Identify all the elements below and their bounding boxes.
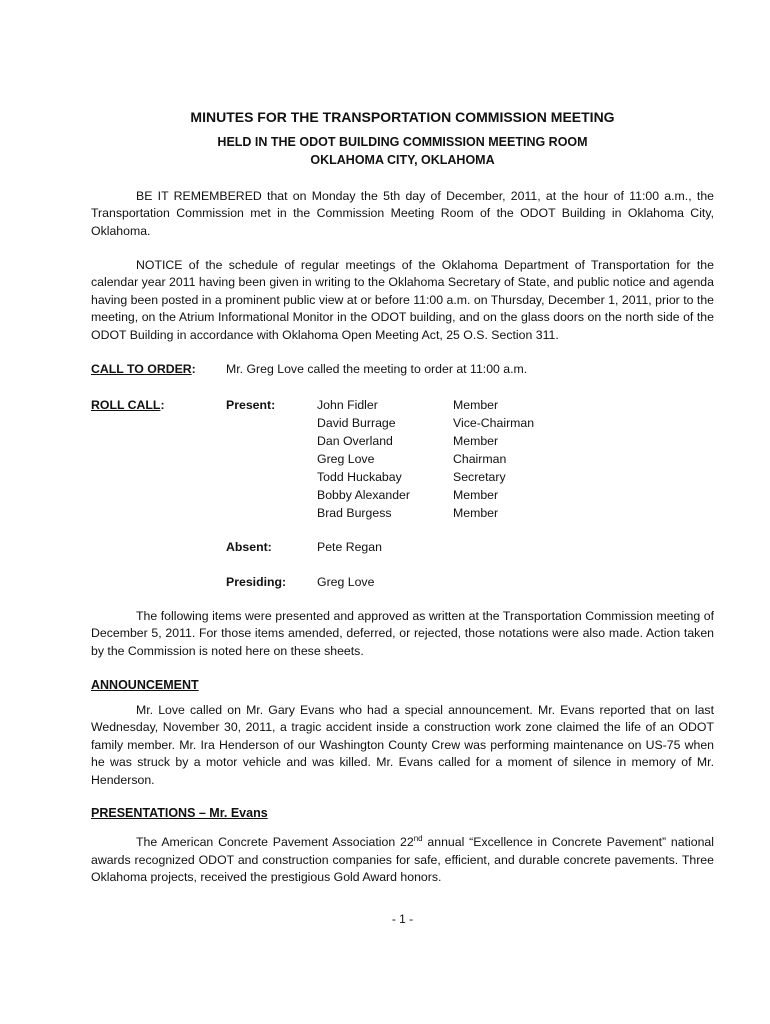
presiding-label: Presiding:	[226, 575, 287, 589]
presentations-heading: PRESENTATIONS – Mr. Evans	[91, 806, 268, 820]
member-role: Member	[453, 506, 499, 520]
absent-name: Pete Regan	[317, 540, 382, 554]
member-name: Dan Overland	[317, 434, 393, 448]
call-to-order-label: CALL TO ORDER	[91, 362, 192, 376]
document-subtitle-city: OKLAHOMA CITY, OKLAHOMA	[310, 153, 495, 167]
member-role: Member	[453, 434, 499, 448]
announcement-paragraph	[91, 702, 714, 789]
paragraph-notice-text: NOTICE of the schedule of regular meetings of the Oklahoma Department of Transportation for the calendar year 2011 having been given in writing to the Oklahoma Secretary of State, and public notice and agenda having been posted in a prominent public view at or before 11:00 a.m. on Thursday, December 1, 2011, prior to the meeting, on the Atrium Informational Monitor in the ODOT building, and on the glass doors on the north side of the ODOT Building in accordance with Oklahoma Open Meeting Act, 25 O.S. Section 311.	[91, 258, 714, 342]
member-name: David Burrage	[317, 416, 396, 430]
announcement-heading: ANNOUNCEMENT	[91, 678, 199, 692]
presiding-name: Greg Love	[317, 575, 375, 589]
presentations-text-after: annual “Excellence in Concrete Pavement” national awards recognized ODOT and construction companies for safe, efficient, and durable concrete pavements. Three Oklahoma projects, received the prestigious Gold Award honors.	[91, 835, 714, 884]
call-to-order-heading	[91, 362, 196, 376]
announcement-text: Mr. Love called on Mr. Gary Evans who had a special announcement. Mr. Evans reported that on last Wednesday, November 30, 2011, a tragic accident inside a construction work zone claimed the life of an ODOT family member. Mr. Ira Henderson of our Washington County Crew was performing maintenance on US-75 when he was struck by a motor vehicle and was killed. Mr. Evans called for a moment of silence in memory of Mr. Henderson.	[91, 703, 714, 787]
member-name: Todd Huckabay	[317, 470, 402, 484]
roll-call-colon: :	[160, 398, 165, 412]
roll-call-label: ROLL CALL	[91, 398, 161, 412]
presentations-text-before: The American Concrete Pavement Association 22	[136, 835, 414, 850]
document-page	[91, 0, 714, 1024]
absent-label: Absent:	[226, 540, 272, 554]
document-title: MINUTES FOR THE TRANSPORTATION COMMISSION MEETING	[190, 109, 615, 125]
paragraph-notice	[91, 257, 714, 344]
member-name: Brad Burgess	[317, 506, 392, 520]
member-name: John Fidler	[317, 398, 378, 412]
call-to-order-colon: :	[191, 362, 196, 376]
present-label: Present:	[226, 398, 276, 412]
paragraph-remembered	[91, 188, 714, 240]
roll-call-heading	[91, 398, 165, 412]
paragraph-remembered-text: BE IT REMEMBERED that on Monday the 5th day of December, 2011, at the hour of 11:00 a.m., the Transportation Commission met in the Commission Meeting Room of the ODOT Building in Oklahoma City, Oklahoma.	[91, 189, 714, 238]
call-to-order-text: Mr. Greg Love called the meeting to order at 11:00 a.m.	[226, 362, 528, 376]
document-subtitle-location: HELD IN THE ODOT BUILDING COMMISSION MEETING ROOM	[217, 135, 588, 149]
presentations-sup: nd	[413, 834, 423, 843]
member-role: Vice-Chairman	[453, 416, 535, 430]
page-number: - 1 -	[391, 912, 414, 926]
member-name: Greg Love	[317, 452, 375, 466]
paragraph-items-text: The following items were presented and approved as written at the Transportation Commission meeting of December 5, 2011. For those items amended, deferred, or rejected, those notations were also made. Action taken by the Commission is noted here on these sheets.	[91, 609, 714, 658]
paragraph-items	[91, 608, 714, 660]
member-role: Secretary	[453, 470, 506, 484]
member-name: Bobby Alexander	[317, 488, 410, 502]
member-role: Chairman	[453, 452, 507, 466]
presentations-paragraph	[91, 830, 714, 886]
member-role: Member	[453, 488, 499, 502]
member-role: Member	[453, 398, 499, 412]
